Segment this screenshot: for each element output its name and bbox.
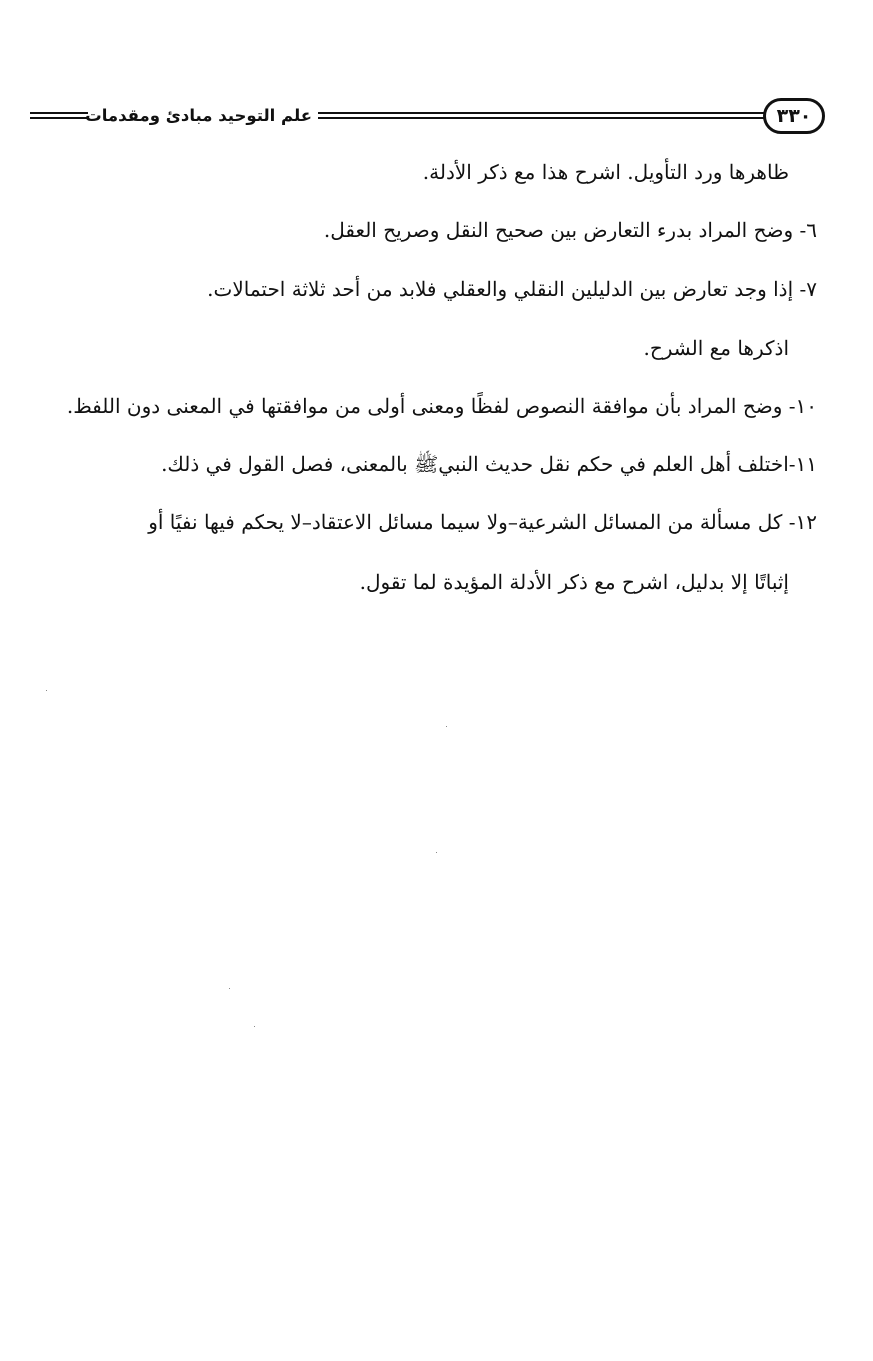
header-rule-right	[318, 112, 767, 119]
page-header	[30, 96, 825, 140]
scan-speck	[436, 852, 437, 853]
question-12: ١٢- كل مسألة من المسائل الشرعية–ولا سيما مسائل الاعتقاد–لا يحكم فيها نفيًا أو	[148, 510, 817, 534]
text-line: ظاهرها ورد التأويل. اشرح هذا مع ذكر الأدلة.	[422, 160, 789, 184]
scan-speck	[46, 690, 47, 691]
scan-speck	[254, 1026, 255, 1027]
scan-speck	[229, 988, 230, 989]
header-rule-left	[30, 112, 88, 119]
question-10: ١٠- وضح المراد بأن موافقة النصوص لفظًا ومعنى أولى من موافقتها في المعنى دون اللفظ.	[66, 394, 817, 418]
text-line: إثباتًا إلا بدليل، اشرح مع ذكر الأدلة المؤيدة لما تقول.	[359, 570, 789, 594]
question-11: ١١-اختلف أهل العلم في حكم نقل حديث النبيﷺ بالمعنى، فصل القول في ذلك.	[161, 452, 817, 476]
page-number: ٣٣٠	[763, 98, 825, 134]
question-7: ٧- إذا وجد تعارض بين الدليلين النقلي والعقلي فلابد من أحد ثلاثة احتمالات.	[207, 277, 817, 301]
question-6: ٦- وضح المراد بدرء التعارض بين صحيح النقل وصريح العقل.	[323, 218, 817, 242]
scan-speck	[446, 726, 447, 727]
book-title: علم التوحيد مبادئ ومقدمات	[85, 106, 312, 125]
text-line: اذكرها مع الشرح.	[643, 336, 789, 360]
